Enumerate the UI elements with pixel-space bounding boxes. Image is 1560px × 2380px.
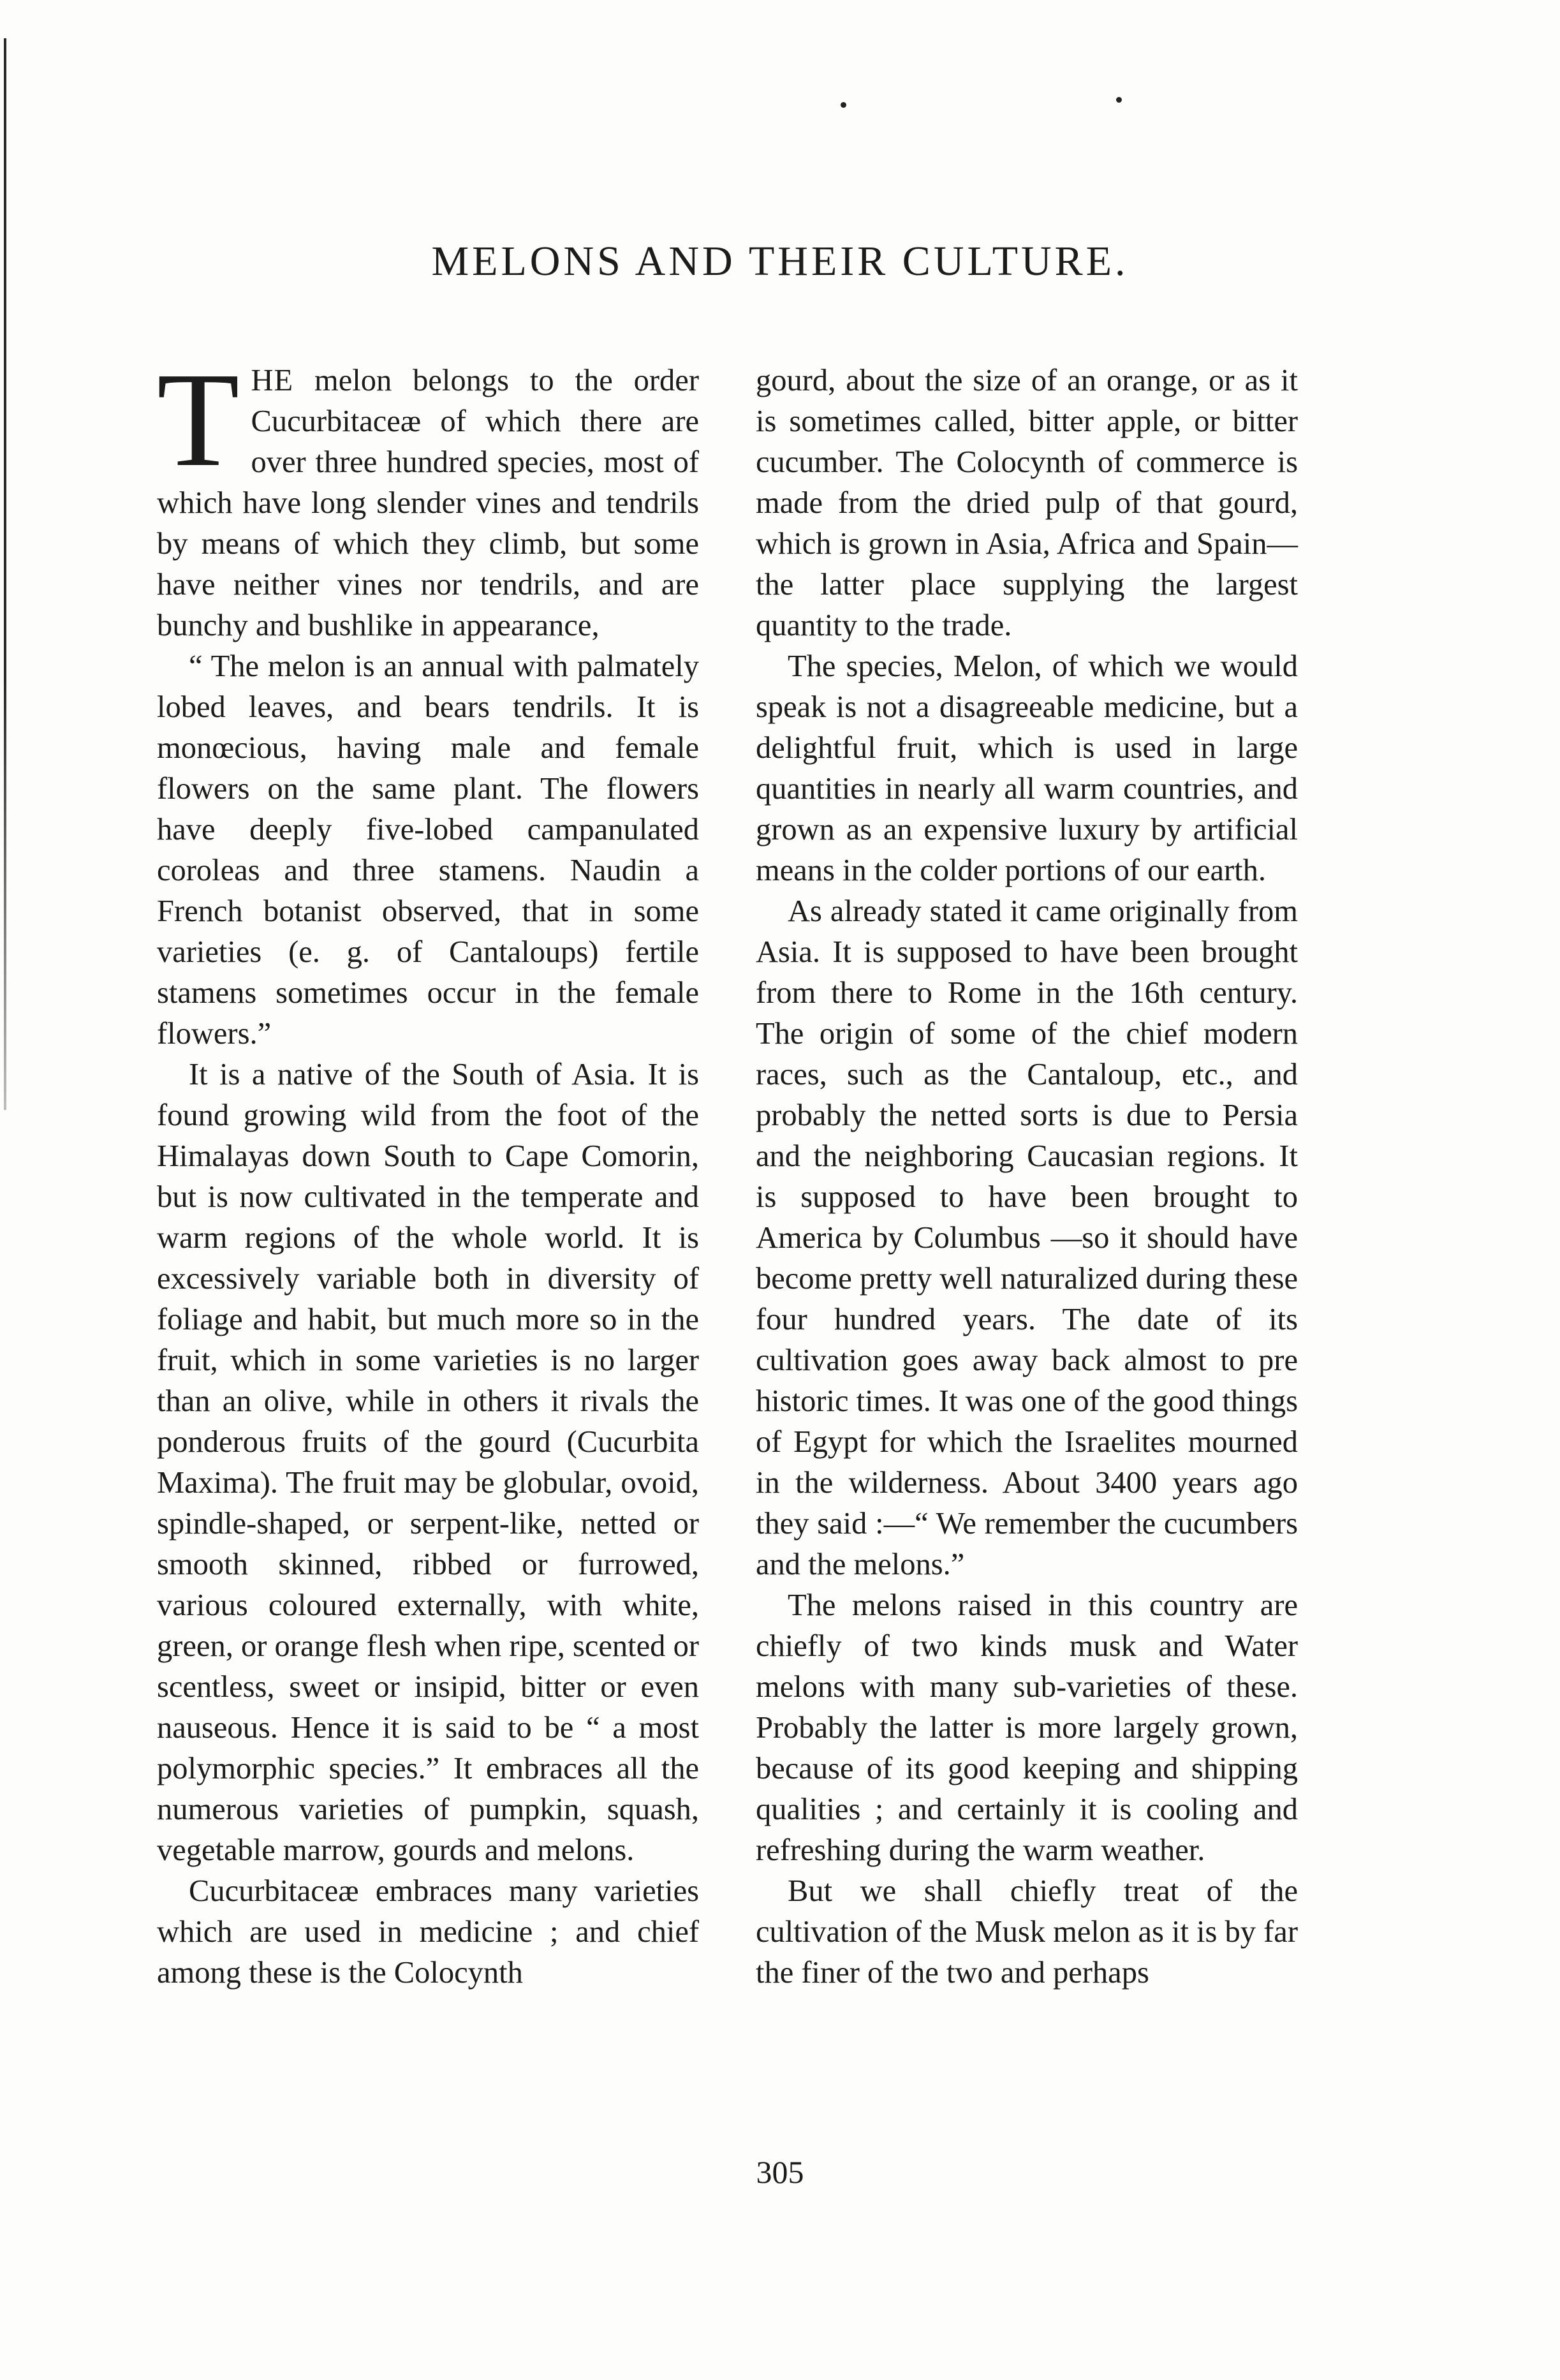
left-column bbox=[157, 344, 699, 1993]
paragraph: It is a native of the South of Asia. It is found growing wild from the foot of the Himalayas down South to Cape Comorin, but is now cultivated in the temperate and warm regions of the whole world. It is excessively variable both in diversity of foliage and habit, but much more so in the fruit, which in some varieties is no larger than an olive, while in others it rivals the ponderous fruits of the gourd (Cucurbita Maxima). The fruit may be globular, ovoid, spindle-shaped, or serpent-like, netted or smooth skinned, ribbed or furrowed, various coloured externally, with white, green, or orange flesh when ripe, scented or scentless, sweet or insipid, bitter or even nauseous. Hence it is said to be “ a most polymorphic species.” It embraces all the numerous varieties of pumpkin, squash, vegetable marrow, gourds and melons. bbox=[157, 1058, 699, 1867]
paragraph-text: melon belongs to the order Cucurbitaceæ of which there are over three hundred species, most of which have long slender vines and tendrils by means of which they climb, but some have neither vines nor tendrils, and are bunchy and bushlike in appearance, bbox=[157, 364, 699, 642]
paragraph: But we shall chiefly treat of the cultivation of the Musk melon as it is by far the finer of the two and perhaps bbox=[756, 1874, 1298, 1990]
page-number: 305 bbox=[756, 2154, 804, 2190]
paragraph: “ The melon is an annual with palmately lobed leaves, and bears tendrils. It is monœcious, having male and female flowers on the same plant. The flowers have deeply five-lobed campanulated coroleas and three stamens. Naudin a French botanist observed, that in some varieties (e. g. of Cantaloups) fertile stamens sometimes occur in the female flowers.” bbox=[157, 649, 699, 1051]
print-speck bbox=[841, 102, 846, 108]
paragraph: The species, Melon, of which we would speak is not a disagreeable medicine, but a delightful fruit, which is used in large quantities in nearly all warm countries, and grown as an expensive luxury by artificial means in the colder portions of our earth. bbox=[756, 649, 1298, 887]
paragraph bbox=[157, 344, 699, 646]
print-speck bbox=[1116, 97, 1122, 103]
page-title: MELONS AND THEIR CULTURE. bbox=[431, 238, 1129, 285]
margin-scan-edge bbox=[4, 38, 6, 1110]
paragraph: As already stated it came originally from Asia. It is supposed to have been brought from there to Rome in the 16th century. The origin of some of the chief modern races, such as the Cantaloup, etc., and probably the netted sorts is due to Persia and the neighboring Caucasian regions. It is supposed to have been brought to America by Columbus —so it should have become pretty well naturalized during these four hundred years. The date of its cultivation goes away back almost to pre historic times. It was one of the good things of Egypt for which the Israelites mourned in the wilderness. About 3400 years ago they said :—“ We remember the cucumbers and the melons.” bbox=[756, 894, 1298, 1581]
opening-word: HE bbox=[251, 364, 294, 397]
paragraph: The melons raised in this country are chiefly of two kinds musk and Water melons with many sub-varieties of these. Probably the latter is more largely grown, because of its good keeping and shipping qualities ; and certainly it is cooling and refreshing during the warm weather. bbox=[756, 1588, 1298, 1867]
paragraph: Cucurbitaceæ embraces many varieties which are used in medicine ; and chief among these is the Colocynth bbox=[157, 1874, 699, 1990]
right-column bbox=[756, 360, 1298, 1993]
paragraph: gourd, about the size of an orange, or as it is sometimes called, bitter apple, or bitter cucumber. The Colocynth of commerce is made from the dried pulp of that gourd, which is grown in Asia, Africa and Spain—the latter place supplying the largest quantity to the trade. bbox=[756, 364, 1298, 642]
drop-cap: T bbox=[157, 344, 240, 494]
